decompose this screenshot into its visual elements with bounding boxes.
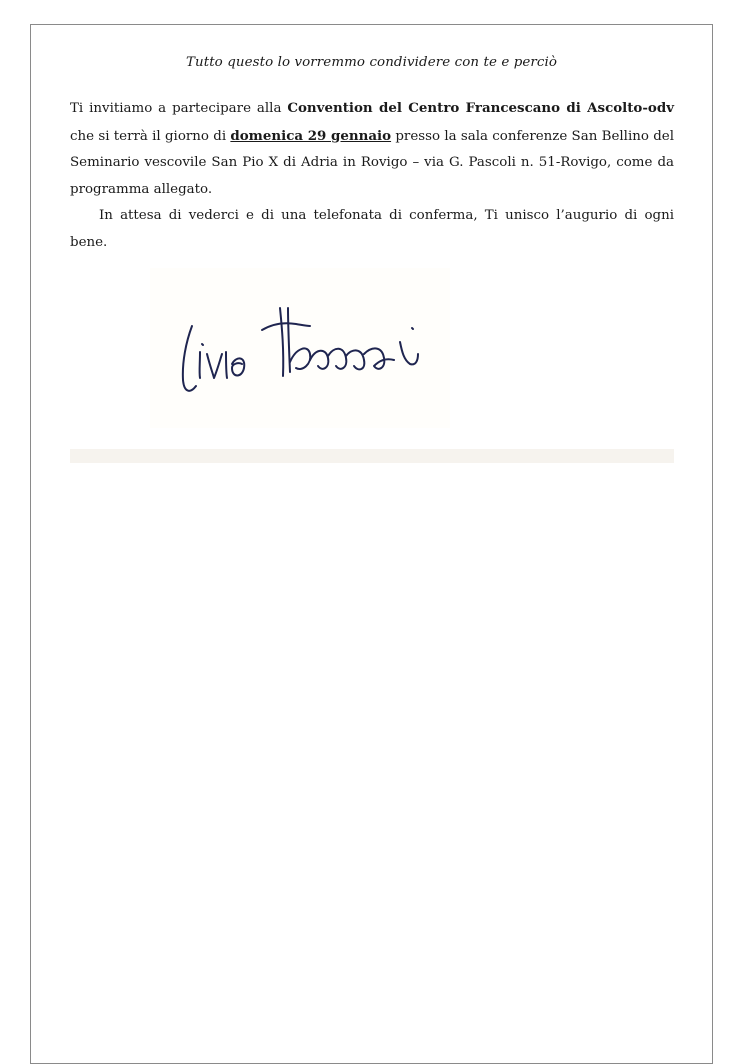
- signature: [150, 268, 450, 428]
- event-name: Convention del Centro Francescano di Ascolto-odv: [287, 100, 674, 116]
- handwritten-signature: [150, 268, 450, 428]
- invitation-text-middle: che si terrà il giorno di: [70, 128, 231, 144]
- closing-paragraph: In attesa di vederci e di una telefonata di conferma, Ti unisco l’augurio di ogni bene.: [70, 208, 674, 250]
- event-date: domenica 29 gennaio: [230, 127, 392, 144]
- invitation-text-start: Ti invitiamo a partecipare alla: [70, 101, 288, 116]
- invitation-paragraph: [70, 95, 674, 203]
- letter-body: [70, 95, 674, 257]
- divider-band: [70, 449, 674, 463]
- invitation-text-end: presso la sala conferenze San Bellino del Seminario vescovile San Pio X di Adria in Rovigo – via G. Pascoli n. 51-Rovigo, come da programma allegato.: [70, 128, 674, 197]
- intro-line: Tutto questo lo vorremmo condividere con te e perciò: [185, 55, 558, 70]
